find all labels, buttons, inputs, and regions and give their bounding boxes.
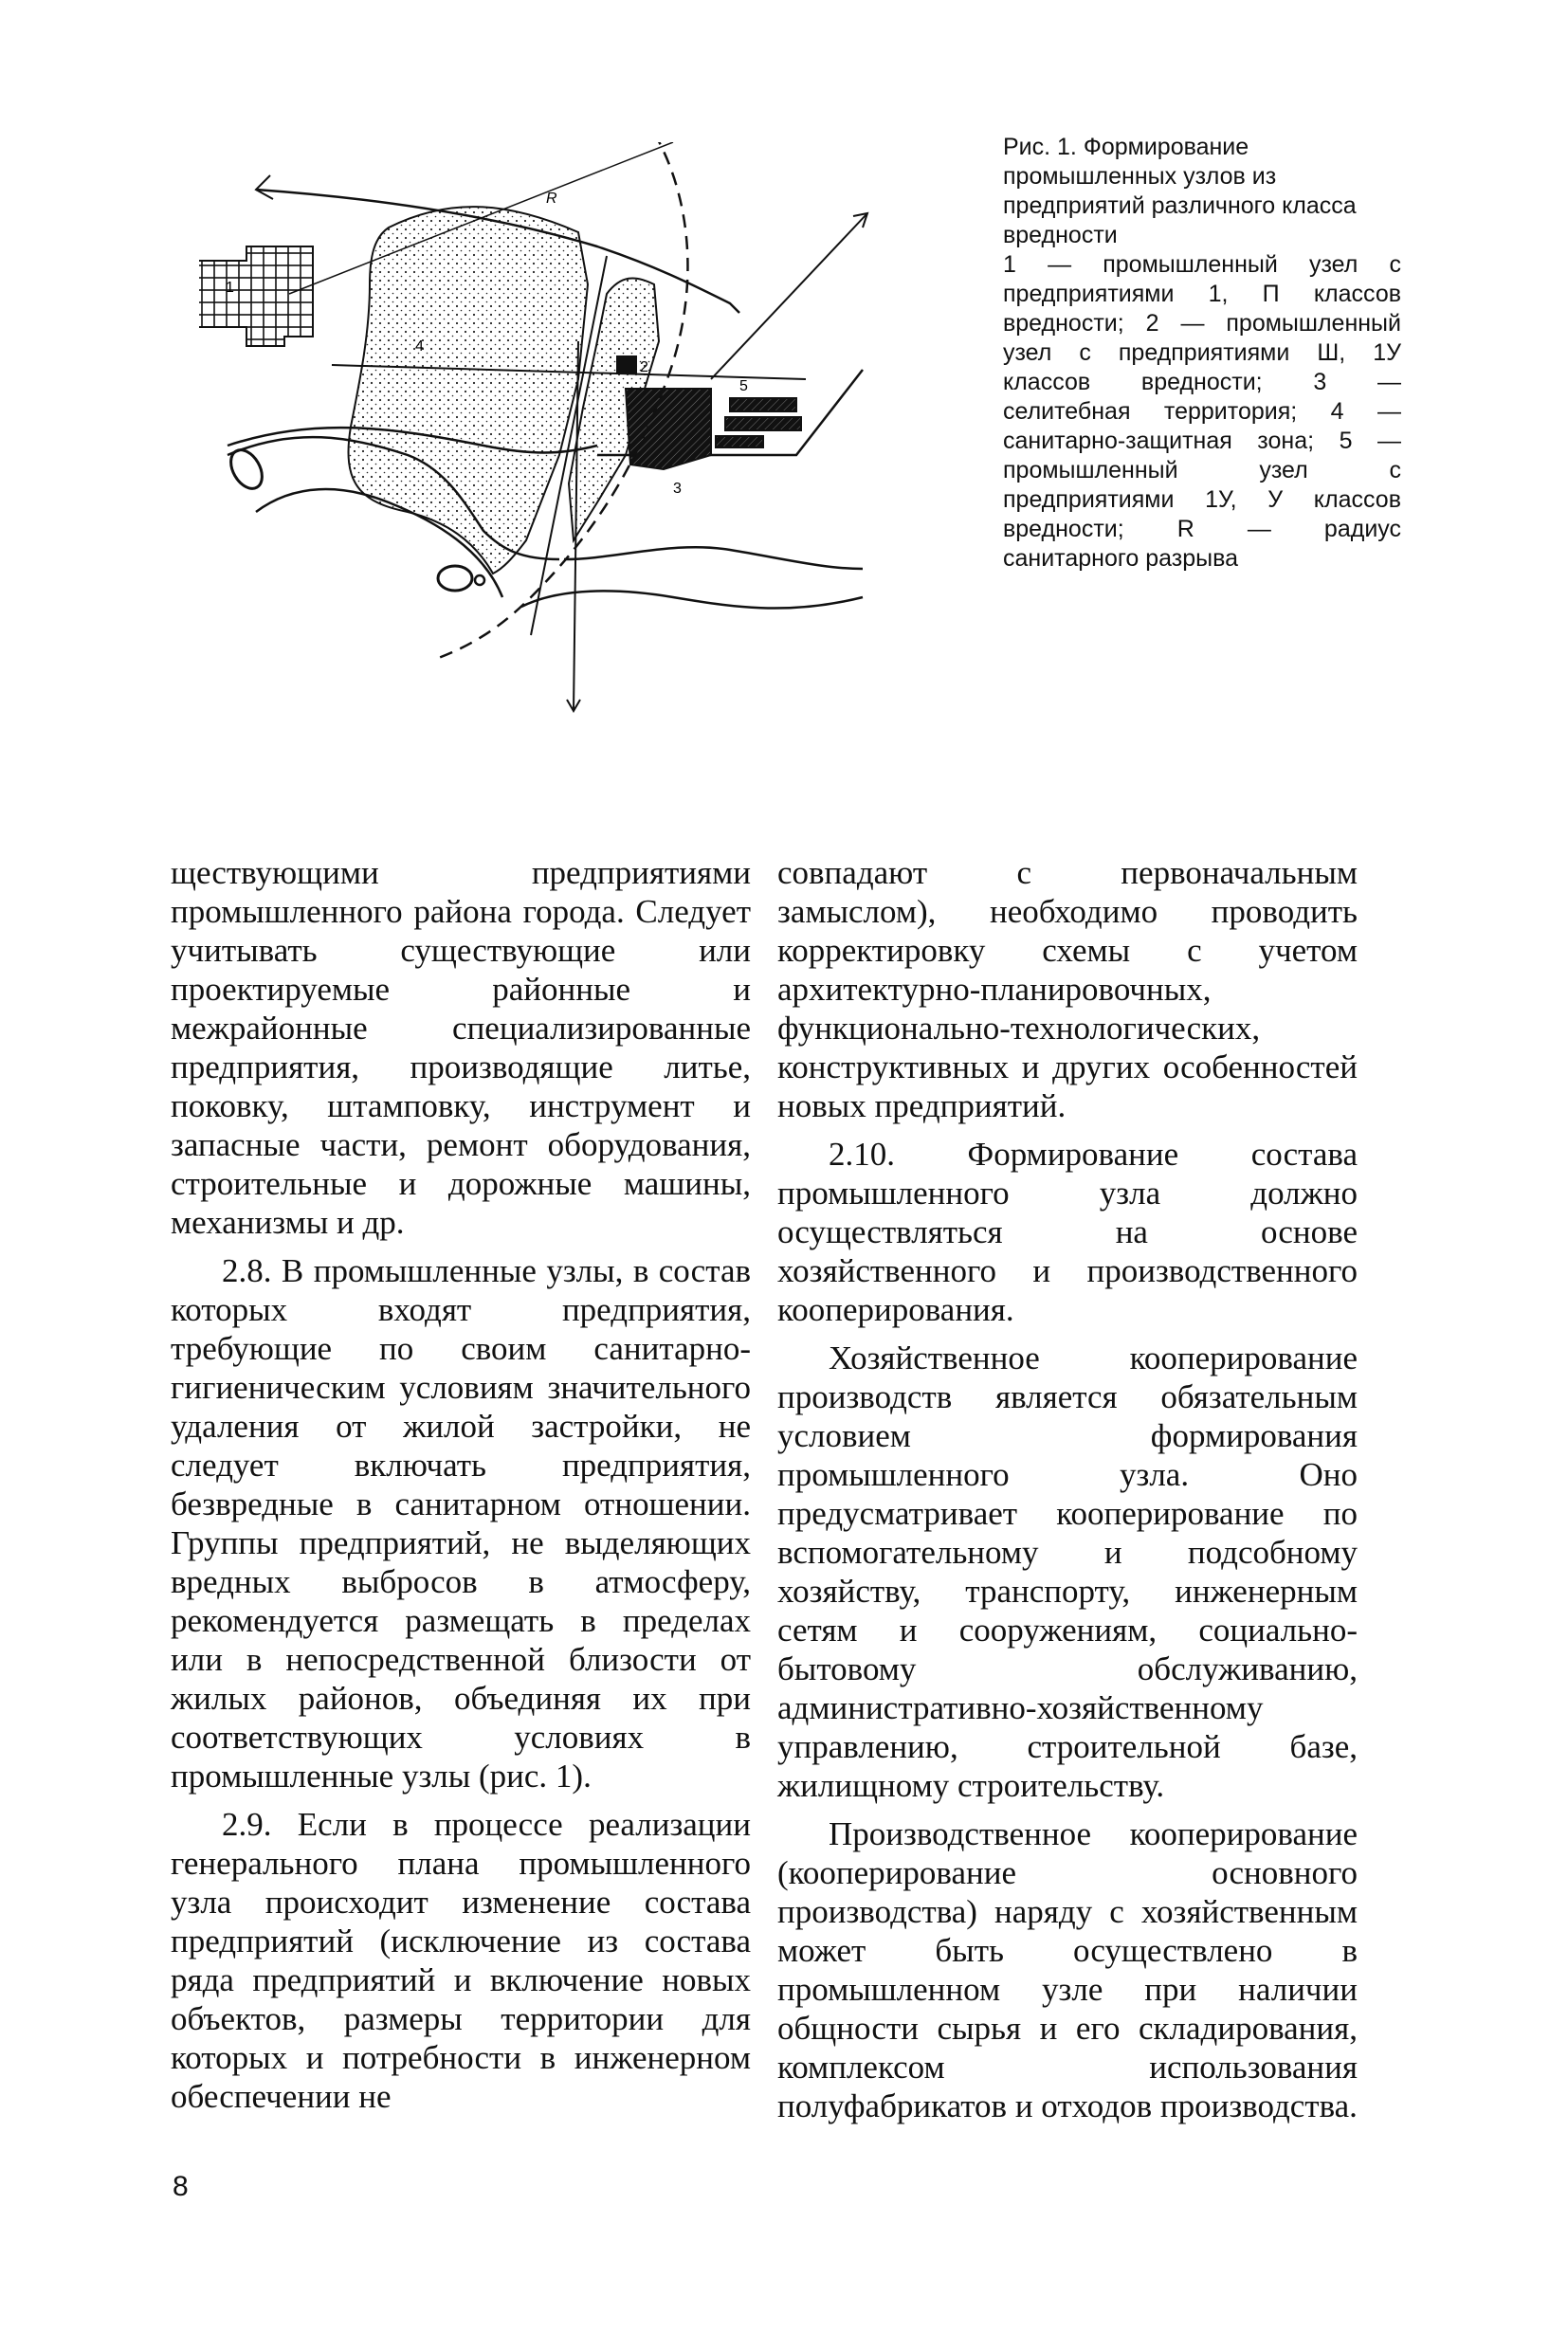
paragraph-2-10: 2.10. Формирование состава промышленного узла должно осуществляться на основе хозяйственного и производственного кооперирования. — [777, 1136, 1358, 1328]
industrial-node-5-c — [716, 436, 763, 447]
label-radius: R — [546, 191, 557, 207]
label-3: 3 — [673, 481, 682, 497]
right-text-column — [777, 853, 1358, 2135]
label-4: 4 — [415, 338, 424, 355]
left-text-column — [171, 853, 751, 2125]
island-right — [438, 566, 472, 591]
industrial-node-5-a — [730, 398, 796, 411]
figure-caption — [1003, 133, 1401, 574]
paragraph-2-9: 2.9. Если в процессе реализации генерального плана промышленного узла происходит изменение состава предприятий (исключение из состава ряда предприятий и включение новых объектов, размеры территории для которых и потребности в инженерном обеспечении не — [171, 1806, 751, 2115]
paragraph-2-8: 2.8. В промышленные узлы, в состав которых входят предприятия, требующие по своим санитарно-гигиеническим условиям значительного удаления от жилой застройки, не следует включать предприятия, безвредные в санитарном отношении. Группы предприятий, не выделяющих вредных выбросов в атмосферу, рекомендуется размещать в пределах или в непосредственной близости от жилых районов, объединяя их при соответствующих условиях в промышленные узлы (рис. 1). — [171, 1252, 751, 1795]
paragraph: совпадают с первоначальным замыслом), необходимо проводить корректировку схемы с учетом архитектурно-планировочных, функционально-технологических, конструктивных и других особенностей новых предприятий. — [777, 854, 1358, 1124]
paragraph: ществующими предприятиями промышленного района города. Следует учитывать существующие или проектируемые районные и межрайонные специализированные предприятия, производящие литье, поковку, штамповку, инструмент и запасные части, ремонт оборудования, строительные и дорожные машины, механизмы и др. — [171, 854, 751, 1241]
label-5: 5 — [739, 378, 748, 394]
sanitary-zone-area — [349, 207, 589, 574]
industrial-node-1 — [199, 246, 313, 346]
label-2: 2 — [640, 359, 648, 375]
paragraph: Производственное кооперирование (кооперирование основного производства) наряду с хозяйственным может быть осуществлено в промышленном узле при наличии общности сырья и его складирования, комплексом использования полуфабрикатов и отходов производства. — [777, 1815, 1358, 2124]
label-1: 1 — [226, 280, 234, 296]
residential-area-3 — [626, 389, 711, 469]
industrial-node-2 — [616, 355, 637, 374]
arrow-ne — [711, 213, 867, 379]
site-plan-diagram — [199, 142, 957, 720]
island-left — [225, 445, 268, 494]
paragraph: Хозяйственное кооперирование производств является обязательным условием формирования промышленного узла. Оно предусматривает кооперирование по вспомогательному и подсобному хозяйству, транспорту, инженерным сетям и сооружениям, социально-бытовому обслуживанию, административно-хозяйственному управлению, строительной базе, жилищному строительству. — [777, 1340, 1358, 1804]
page-number: 8 — [173, 2171, 189, 2202]
caption-title: Рис. 1. Формирование промышленных узлов из предприятий различного класса вредности — [1003, 134, 1357, 248]
river-right — [564, 547, 863, 569]
arrow-left-head — [256, 175, 273, 199]
site-plan-figure — [199, 142, 957, 720]
river-right-2 — [521, 591, 863, 608]
island-small — [475, 575, 484, 585]
industrial-node-5-b — [725, 417, 801, 430]
caption-legend: 1 — промышленный узел с предприятиями 1, П классов вредности; 2 — промышленный узел с предприятиями Ш, 1У классов вредности; 3 — селитебная территория; 4 — санитарно-защитная зона; 5 — промышленный узел с предприятиями 1У, У классов вредности; R — радиус санитарного разрыва — [1003, 251, 1401, 572]
